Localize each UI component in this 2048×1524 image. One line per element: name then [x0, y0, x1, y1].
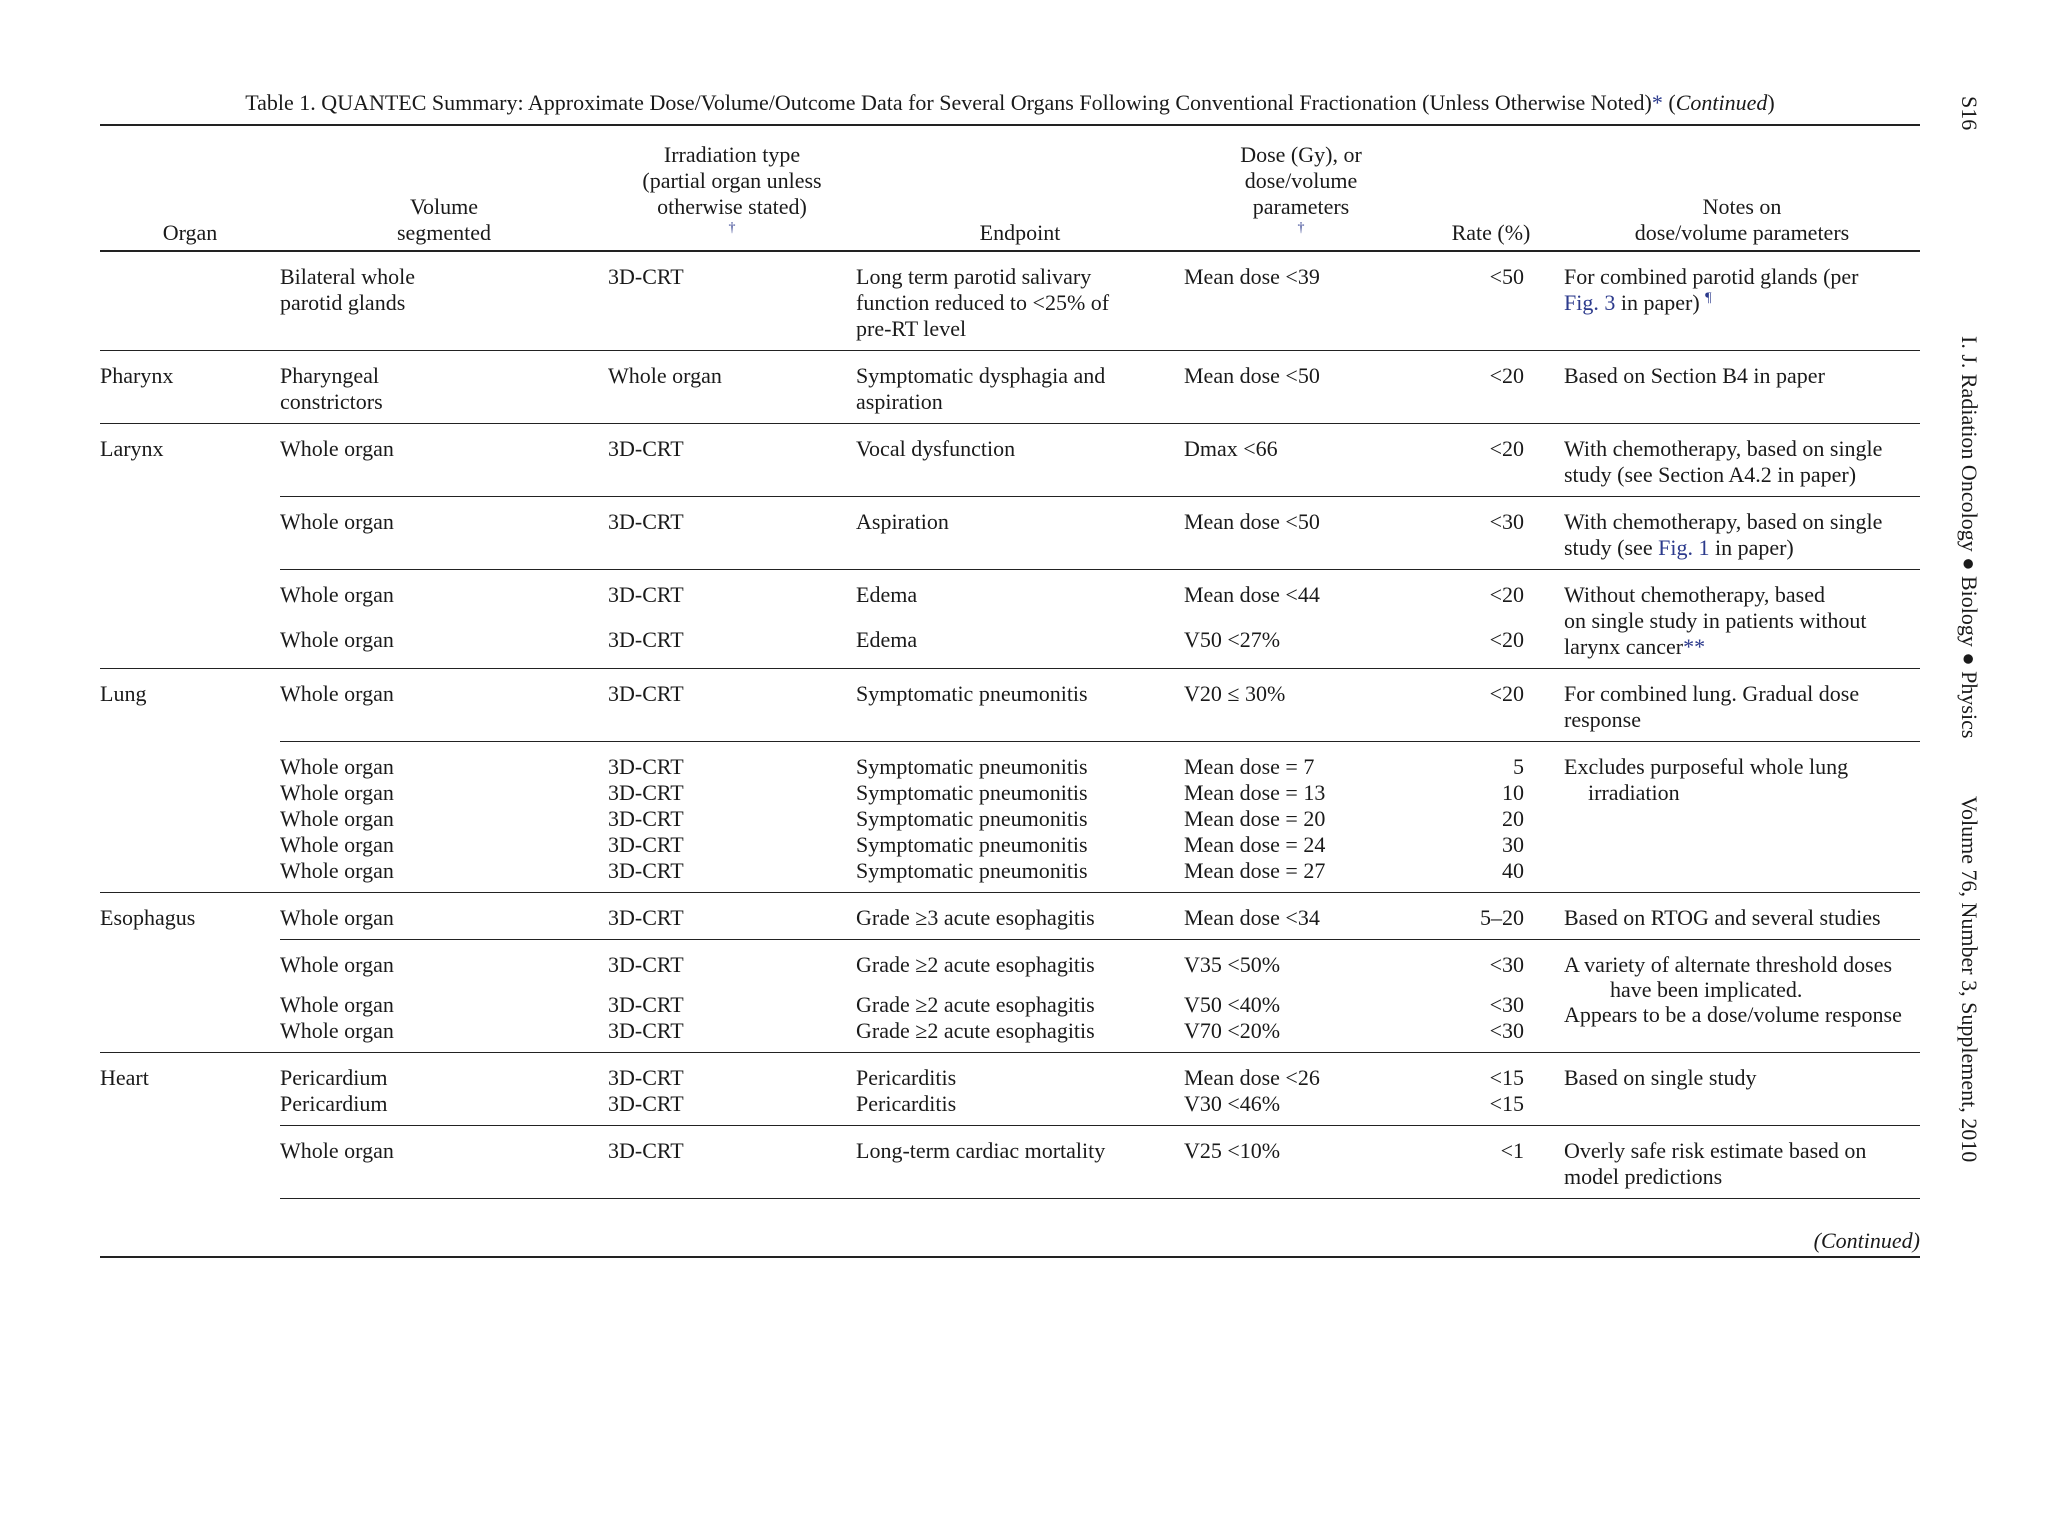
table-row: Whole organ Whole organ 3D-CRT 3D-CRT Grade ≥2 acute esophagitis Grade ≥2 acute esophagitis V50 <40% V70 <20% <30 <30: [280, 992, 1524, 1043]
table-row: Whole organ Whole organ Whole organ Whole organ Whole organ 3D-CRT 3D-CRT 3D-CRT 3D-CRT 3D-CRT Symptomatic pneumonitis Symptomatic pneumonitis Symptomatic pneumonitis Symptomatic pneumonitis Symptomatic pneumonitis Mean dose = 7 Mean dose = 13 Mean dose = 20 Mean dose = 24 Mean dose = 27 5 10 20 30 40 Excludes purposeful whole lung irradiation: [100, 742, 1920, 893]
quantec-table: [100, 124, 1920, 1199]
header-notes: Notes on dose/volume parameters: [1564, 125, 1920, 251]
table-row: Esophagus Whole organ 3D-CRT Grade ≥3 acute esophagitis Mean dose <34 5–20 Based on RTOG and several studies: [100, 893, 1920, 940]
footnote-doublestar-link[interactable]: **: [1683, 634, 1706, 659]
header-endpoint: Endpoint: [856, 125, 1184, 251]
fig1-link[interactable]: Fig. 1: [1658, 535, 1710, 560]
footnote-star-link[interactable]: *: [1651, 90, 1663, 115]
organ-label: Pharynx: [100, 351, 280, 424]
organ-label: Heart: [100, 1053, 280, 1126]
header-dose: Dose (Gy), or dose/volume parameters †: [1184, 125, 1418, 251]
page-number: S16: [1957, 96, 1982, 131]
organ-label: Larynx: [100, 424, 280, 497]
header-irradiation: Irradiation type (partial organ unless otherwise stated) †: [608, 125, 856, 251]
fig3-link[interactable]: Fig. 3: [1564, 290, 1616, 315]
header-organ: Organ: [100, 125, 280, 251]
table-row: Whole organ 3D-CRT Grade ≥2 acute esophagitis V35 <50% <30 A variety of alternate threshold doses have been implicated. Appears to be a dose/volume response: [100, 940, 1920, 987]
table-row: Whole organ 3D-CRT Aspiration Mean dose <50 <30 With chemotherapy, based on single study (see Fig. 1 in paper): [100, 497, 1920, 570]
volume-info: Volume 76, Number 3, Supplement, 2010: [1957, 796, 1982, 1163]
table-row: Lung Whole organ 3D-CRT Symptomatic pneumonitis V20 ≤ 30% <20 For combined lung. Gradual dose response: [100, 669, 1920, 742]
table-caption: Table 1. QUANTEC Summary: Approximate Dose/Volume/Outcome Data for Several Organs Following Conventional Fractionation (Unless Otherwise Noted)* (Continued): [245, 90, 1775, 115]
organ-label: Esophagus: [100, 893, 280, 940]
table-row: Larynx Whole organ 3D-CRT Vocal dysfunction Dmax <66 <20 With chemotherapy, based on single study (see Section A4.2 in paper): [100, 424, 1920, 497]
table-row: Heart Pericardium Pericardium 3D-CRT 3D-CRT Pericarditis Pericarditis Mean dose <26 V30 <46% <15 <15 Based on single study: [100, 1053, 1920, 1126]
table-bottom-rule: [100, 1256, 1920, 1258]
organ-label: Lung: [100, 669, 280, 742]
table-row: Whole organ 3D-CRT Edema V50 <27% <20: [280, 626, 1524, 652]
table-row: Pharynx Pharyngeal constrictors Whole organ Symptomatic dysphagia and aspiration Mean dose <50 <20 Based on Section B4 in paper: [100, 351, 1920, 424]
table-row: Whole organ 3D-CRT Edema Mean dose <44 <20 Without chemotherapy, based on single study in patients without larynx cancer**: [100, 570, 1920, 625]
continued-label: (Continued): [1813, 1228, 1920, 1253]
journal-title: I. J. Radiation Oncology ● Biology ● Physics: [1957, 336, 1982, 739]
table-header-row: [100, 125, 1920, 251]
header-rate: Rate (%): [1418, 125, 1564, 251]
table-row: Whole organ 3D-CRT Long-term cardiac mortality V25 <10% <1 Overly safe risk estimate based on model predictions: [100, 1126, 1920, 1199]
header-volume: Volume segmented: [280, 125, 608, 251]
table-row: Bilateral whole parotid glands 3D-CRT Long term parotid salivary function reduced to <25% of pre-RT level Mean dose <39 <50 For combined parotid glands (per Fig. 3 in paper) ¶: [280, 264, 1859, 341]
